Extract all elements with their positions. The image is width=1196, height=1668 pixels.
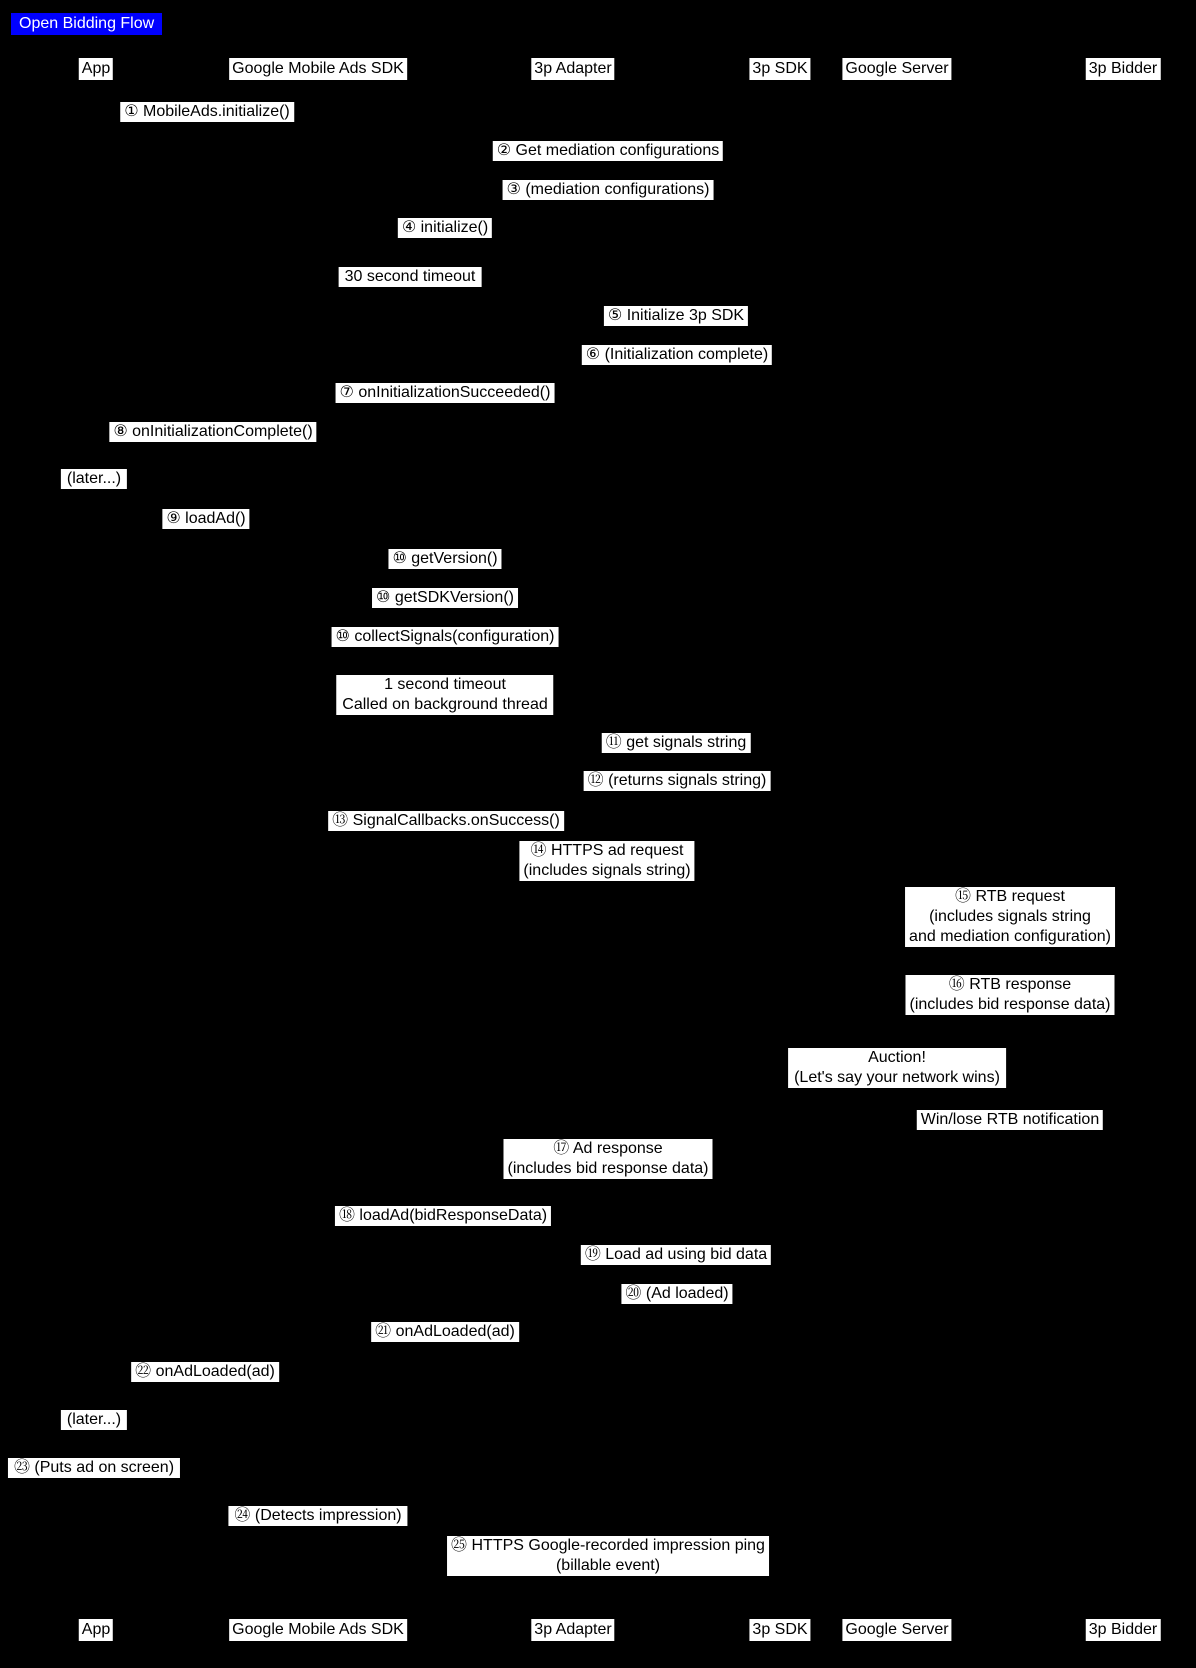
message-label-16	[602, 733, 751, 753]
label-line: ⑪ get signals string	[605, 734, 747, 751]
note-label-32	[228, 1506, 407, 1526]
label-line: Auction!	[868, 1049, 926, 1066]
participant-top-3p-sdk: 3p SDK	[749, 58, 810, 80]
label-line: ⑫ (returns signals string)	[587, 772, 767, 789]
message-label-24	[503, 1139, 712, 1179]
label-line: ⑤ Initialize 3p SDK	[607, 307, 745, 324]
label-line: ⑭ HTTPS ad request	[530, 842, 684, 859]
label-line: (includes bid response data)	[507, 1160, 709, 1177]
label-line: ⑮ RTB request	[955, 888, 1065, 905]
message-label-17	[584, 771, 771, 791]
message-label-7	[582, 345, 772, 365]
participant-bottom-app: App	[79, 1619, 113, 1641]
label-line: ⑩ collectSignals(configuration)	[335, 628, 555, 645]
label-line: ② Get mediation configurations	[496, 142, 720, 159]
message-label-21	[905, 975, 1114, 1015]
label-line: (later...)	[66, 470, 122, 487]
message-label-6	[604, 306, 748, 326]
label-line: ⑩ getSDKVersion()	[376, 589, 514, 606]
message-label-4	[398, 218, 492, 238]
label-line: ㉕ HTTPS Google-recorded impression ping	[451, 1537, 765, 1554]
label-line: ⑲ Load ad using bid data	[584, 1246, 768, 1263]
label-line: (includes signals string	[929, 908, 1091, 925]
participant-bottom-google-mobile-ads-sdk: Google Mobile Ads SDK	[229, 1619, 407, 1641]
message-label-33	[447, 1536, 769, 1576]
note-label-5	[339, 267, 482, 287]
label-line: ⑧ onInitializationComplete()	[113, 423, 313, 440]
label-line: 1 second timeout	[384, 676, 506, 693]
label-line: ⑰ Ad response	[553, 1140, 663, 1157]
label-line: Win/lose RTB notification	[920, 1111, 1100, 1128]
participant-bottom-3p-bidder: 3p Bidder	[1086, 1619, 1161, 1641]
participant-bottom-google-server: Google Server	[842, 1619, 951, 1641]
message-label-18	[328, 811, 564, 831]
note-label-10	[61, 469, 127, 489]
label-line: ⑥ (Initialization complete)	[585, 346, 769, 363]
label-line: (includes bid response data)	[909, 996, 1111, 1013]
label-line: (billable event)	[555, 1557, 661, 1574]
label-line: (Let's say your network wins)	[794, 1069, 1000, 1086]
message-label-19	[519, 841, 694, 881]
participant-bottom-3p-adapter: 3p Adapter	[531, 1619, 614, 1641]
label-line: ③ (mediation configurations)	[506, 181, 710, 198]
label-line: ⑬ SignalCallbacks.onSuccess()	[332, 812, 560, 829]
message-label-8	[336, 383, 555, 403]
participant-top-google-server: Google Server	[842, 58, 951, 80]
label-line: (includes signals string)	[523, 862, 691, 879]
message-label-29	[131, 1362, 279, 1382]
message-label-1	[120, 102, 294, 122]
label-line: ④ initialize()	[401, 219, 489, 236]
label-line: ㉒ onAdLoaded(ad)	[135, 1363, 275, 1380]
participant-top-3p-bidder: 3p Bidder	[1086, 58, 1161, 80]
message-label-25	[335, 1206, 551, 1226]
label-line: 30 second timeout	[344, 268, 476, 285]
message-label-26	[581, 1245, 771, 1265]
label-line: (later...)	[66, 1411, 122, 1428]
label-line: ⑦ onInitializationSucceeded()	[339, 384, 551, 401]
label-line: ⑯ RTB response	[948, 976, 1072, 993]
diagram-title: Open Bidding Flow	[11, 13, 162, 35]
message-label-28	[371, 1322, 519, 1342]
label-line: ㉑ onAdLoaded(ad)	[375, 1323, 515, 1340]
label-line: Called on background thread	[342, 696, 548, 713]
label-line: ① MobileAds.initialize()	[124, 103, 290, 120]
message-label-11	[162, 509, 249, 529]
label-line: ㉔ (Detects impression)	[234, 1507, 402, 1524]
participant-bottom-3p-sdk: 3p SDK	[749, 1619, 810, 1641]
note-label-15	[336, 675, 553, 715]
message-label-27	[621, 1284, 732, 1304]
message-label-13	[372, 588, 518, 608]
message-label-3	[503, 180, 714, 200]
note-label-22	[788, 1048, 1006, 1088]
note-label-31	[8, 1458, 180, 1478]
note-label-30	[61, 1410, 127, 1430]
participant-top-3p-adapter: 3p Adapter	[531, 58, 614, 80]
label-line: ⑩ getVersion()	[392, 550, 498, 567]
label-line: ⑱ loadAd(bidResponseData)	[338, 1207, 548, 1224]
message-label-9	[109, 422, 316, 442]
message-label-14	[332, 627, 559, 647]
message-label-12	[388, 549, 501, 569]
label-line: ⑳ (Ad loaded)	[625, 1285, 729, 1302]
participant-top-google-mobile-ads-sdk: Google Mobile Ads SDK	[229, 58, 407, 80]
message-label-23	[917, 1110, 1103, 1130]
label-line: ⑨ loadAd()	[166, 510, 246, 527]
label-line: ㉓ (Puts ad on screen)	[13, 1459, 175, 1476]
label-line: and mediation configuration)	[909, 928, 1111, 945]
message-label-20	[905, 887, 1115, 947]
message-label-2	[493, 141, 723, 161]
participant-top-app: App	[79, 58, 113, 80]
